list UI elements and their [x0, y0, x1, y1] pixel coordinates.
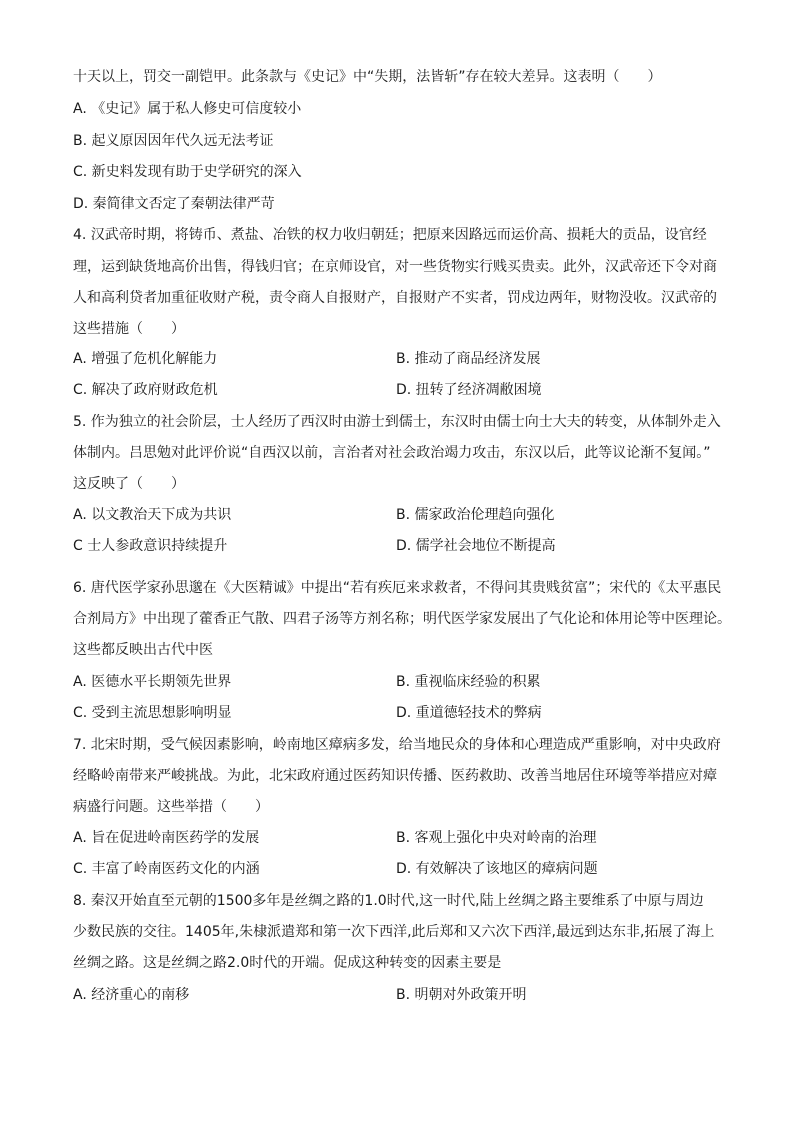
q4-option-d: D. 扭转了经济凋敝困境	[396, 382, 542, 398]
q5-option-b: B. 儒家政治伦理趋向强化	[396, 507, 555, 523]
q3-option-b: B. 起义原因因年代久远无法考证	[73, 133, 274, 149]
q6-stem-line: 合剂局方》中出现了藿香正气散、四君子汤等方剂名称；明代医学家发展出了气化论和体用论等中医理论。	[73, 611, 731, 627]
q4-stem-line: 这些措施（ ）	[73, 321, 185, 337]
q6-option-d: D. 重道德轻技术的弊病	[396, 705, 542, 721]
q3-option-d: D. 秦简律文否定了秦朝法律严苛	[73, 196, 275, 212]
q7-option-d: D. 有效解决了该地区的瘴病问题	[396, 861, 598, 877]
q3-option-a: A. 《史记》属于私人修史可信度较小	[73, 101, 302, 117]
q7-option-a: A. 旨在促进岭南医药学的发展	[73, 830, 260, 846]
q8-option-b: B. 明朝对外政策开明	[396, 987, 527, 1003]
q6-option-c: C. 受到主流思想影响明显	[73, 705, 232, 721]
q5-stem-line: 5. 作为独立的社会阶层，士人经历了西汉时由游士到儒士，东汉时由儒士向士大夫的转变，从体制外走入	[73, 414, 721, 430]
q7-stem-line: 病盛行问题。这些举措（ ）	[73, 799, 269, 815]
q8-option-a: A. 经济重心的南移	[73, 987, 190, 1003]
q5-option-d: D. 儒学社会地位不断提高	[396, 538, 556, 554]
q7-option-b: B. 客观上强化中央对岭南的治理	[396, 830, 597, 846]
q4-stem-line: 4. 汉武帝时期，将铸币、煮盐、冶铁的权力收归朝廷；把原来因路远而运价高、损耗大的贡品，设官经	[73, 227, 707, 243]
q6-stem-line: 这些都反映出古代中医	[73, 642, 213, 658]
q6-option-a: A. 医德水平长期领先世界	[73, 674, 232, 690]
q4-option-a: A. 增强了危机化解能力	[73, 351, 218, 367]
q3-option-c: C. 新史料发现有助于史学研究的深入	[73, 164, 302, 180]
q8-stem-line: 丝绸之路。这是丝绸之路2.0时代的开端。促成这种转变的因素主要是	[73, 955, 502, 971]
q3-stem-line: 十天以上，罚交一副铠甲。此条款与《史记》中“失期，法皆斩”存在较大差异。这表明（ ）	[73, 69, 662, 85]
q8-stem-line: 少数民族的交往。1405年,朱棣派遣郑和第一次下西洋,此后郑和又六次下西洋,最远到达东非,拓展了海上	[73, 924, 715, 940]
q7-option-c: C. 丰富了岭南医药文化的内涵	[73, 861, 260, 877]
q4-stem-line: 人和高利贷者加重征收财产税，责令商人自报财产，自报财产不实者，罚戍边两年，财物没收。汉武帝的	[73, 290, 717, 306]
q7-stem-line: 经略岭南带来严峻挑战。为此，北宋政府通过医药知识传播、医药救助、改善当地居住环境等举措应对瘴	[73, 768, 717, 784]
q4-option-c: C. 解决了政府财政危机	[73, 382, 218, 398]
q5-stem-line: 体制内。吕思勉对此评价说“自西汉以前，言治者对社会政治竭力攻击，东汉以后，此等议论渐不复闻。”	[73, 445, 711, 461]
q5-option-a: A. 以文教治天下成为共识	[73, 507, 232, 523]
q8-stem-line: 8. 秦汉开始直至元朝的1500多年是丝绸之路的1.0时代,这一时代,陆上丝绸之路主要维系了中原与周边	[73, 893, 704, 909]
q5-option-c: C 士人参政意识持续提升	[73, 538, 228, 554]
q7-stem-line: 7. 北宋时期，受气候因素影响，岭南地区瘴病多发，给当地民众的身体和心理造成严重影响，对中央政府	[73, 737, 721, 753]
q5-stem-line: 这反映了（ ）	[73, 476, 185, 492]
q6-stem-line: 6. 唐代医学家孙思邈在《大医精诚》中提出“若有疾厄来求救者，不得问其贵贱贫富”；宋代的《太平惠民	[73, 580, 722, 596]
q4-stem-line: 理，运到缺货地高价出售，得钱归官；在京师设官，对一些货物实行贱买贵卖。此外，汉武帝还下令对商	[73, 259, 717, 275]
q4-option-b: B. 推动了商品经济发展	[396, 351, 541, 367]
q6-option-b: B. 重视临床经验的积累	[396, 674, 541, 690]
